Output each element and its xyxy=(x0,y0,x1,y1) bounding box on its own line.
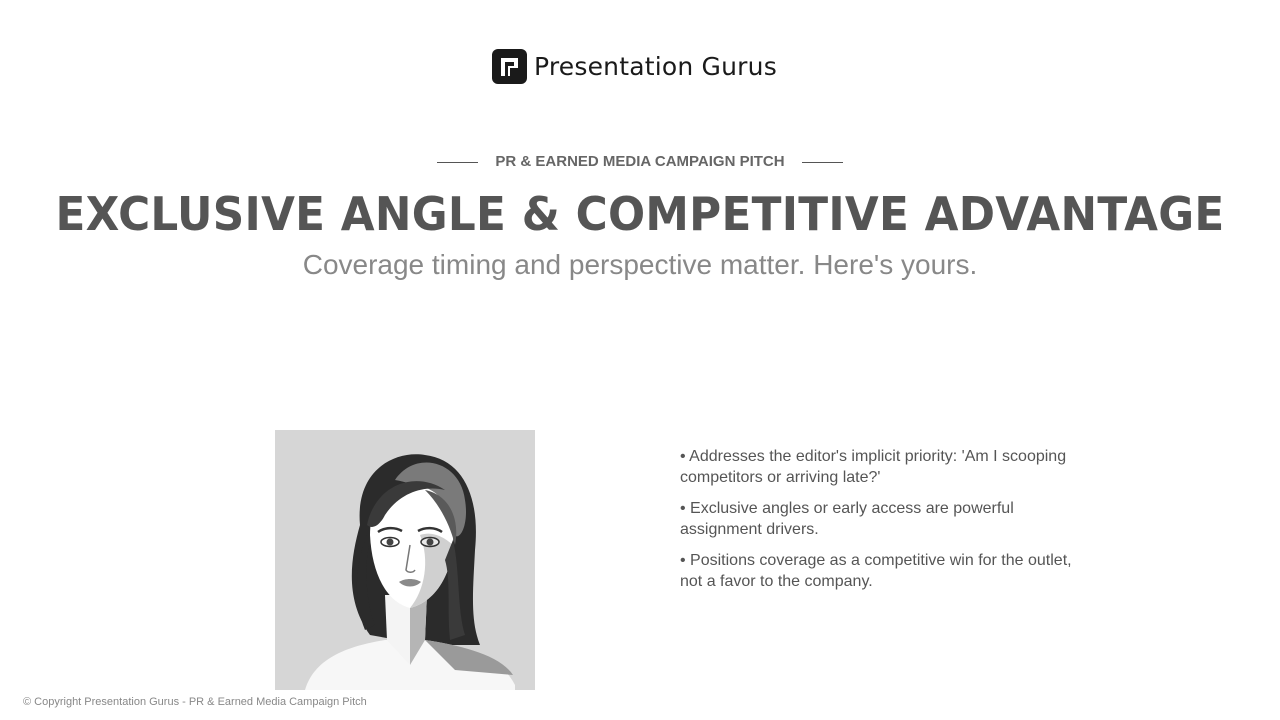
eyebrow-label: PR & EARNED MEDIA CAMPAIGN PITCH xyxy=(495,153,785,170)
eyebrow-divider-right xyxy=(802,162,843,163)
slide-subtitle: Coverage timing and perspective matter. Here's yours. xyxy=(302,249,978,280)
list-item: • Exclusive angles or early access are powerful assignment drivers. xyxy=(680,500,1014,538)
woman-portrait-illustration xyxy=(275,430,535,690)
eyebrow-divider-left xyxy=(437,162,478,163)
slide-title: EXCLUSIVE ANGLE & COMPETITIVE ADVANTAGE xyxy=(55,187,1225,241)
brand-logo xyxy=(492,47,777,85)
copyright-footer: © Copyright Presentation Gurus - PR & Earned Media Campaign Pitch xyxy=(23,696,367,708)
slide-eyebrow xyxy=(0,152,1280,172)
list-item: • Positions coverage as a competitive win for the outlet, not a favor to the company. xyxy=(680,552,1072,590)
portrait-image xyxy=(275,430,535,690)
pg-monogram-icon xyxy=(492,49,527,84)
brand-name: Presentation Gurus xyxy=(534,51,777,81)
list-item: • Addresses the editor's implicit priority: 'Am I scooping competitors or arriving late?' xyxy=(680,448,1067,486)
bullet-list xyxy=(680,446,1080,602)
